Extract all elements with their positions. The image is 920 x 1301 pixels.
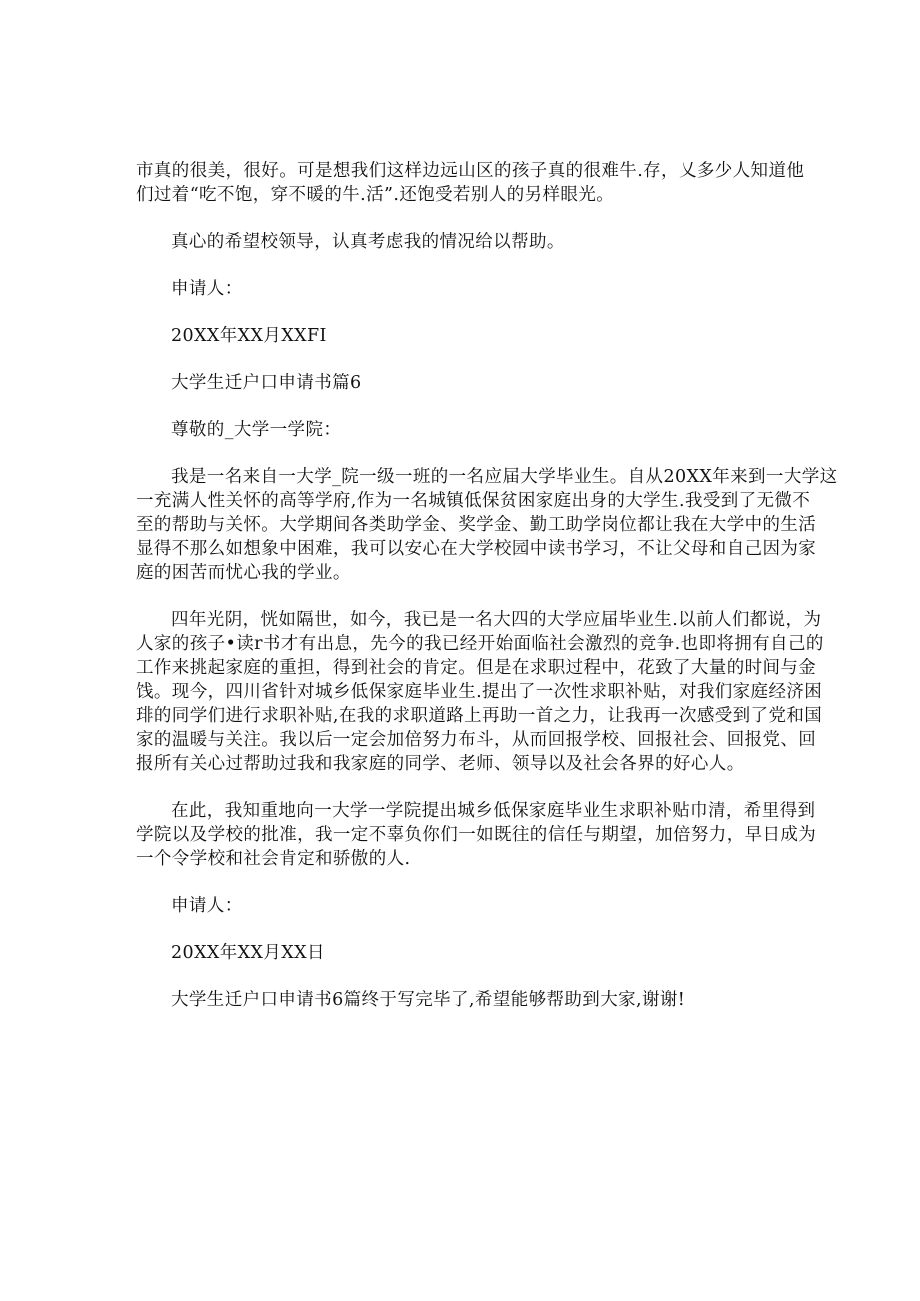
text-line: 们过着“吃不饱，穿不暖的牛.活”.还饱受若别人的另样眼光。	[136, 185, 615, 205]
paragraph-intro	[136, 465, 838, 585]
text-line: 琲的同学们进行求职补贴,在我的求职道路上再助一首之力，让我再一次感受到了党和国	[136, 706, 823, 726]
text-line: 至的帮助与关怀。大学期间各类助学金、奖学金、勤工助学岗位都让我在大学中的生活	[136, 515, 817, 535]
text-line: 人家的孩子•读r书才有出息，先今的我已经开始面临社会激烈的竞争.也即将拥有自己的	[136, 634, 824, 654]
document-body	[136, 159, 838, 1012]
text-line: 市真的很美，很好。可是想我们这样边远山区的孩子真的很难牛.存，乂多少人知道他	[136, 161, 805, 181]
date-line: 20XX年XX月XX日	[171, 943, 325, 963]
paragraph-continued	[136, 159, 805, 207]
section-heading: 大学生迁户口申请书篇6	[171, 373, 362, 393]
date-line: 20XX年XX月XXFI	[171, 326, 327, 346]
text-line: 学院以及学校的批准，我一定不辜负你们一如既往的信任与期望，加倍努力，早日成为	[136, 825, 817, 845]
text-line: 报所有关心过帮助过我和我家庭的同学、老师、领导以及社会各界的好心人。	[136, 754, 745, 774]
text-line: 显得不那么如想象中困难，我可以安心在大学校园中读书学习，不让父母和自己因为家	[136, 539, 817, 559]
text-line: 家的温暖与关注。我以后一定会加倍努力布斗，从而回报学校、回报社会、回报党、回	[136, 730, 817, 750]
text-line: 一个令学校和社会肯定和骄傲的人.	[136, 849, 411, 869]
paragraph-request	[136, 799, 817, 871]
closing-line: 大学生迁户口申请书6篇终于写完毕了,希望能够帮助到大家,谢谢!	[171, 990, 686, 1010]
text-line: 我是一名来自一大学_院一级一班的一名应届大学毕业生。自从20XX年来到一大学这	[171, 467, 838, 487]
text-line: 工作来挑起家庭的重担，得到社会的肯定。但是在求职过程中，花致了大量的时间与金	[136, 658, 817, 678]
text-line: 饯。现今，四川省针对城乡低保家庭毕业生.提出了一次性求职补贴，对我们家庭经济困	[136, 682, 823, 702]
text-line: 一充满人性关怀的高等学府,作为一名城镇低保贫困家庭出身的大学生.我受到了无微不	[136, 491, 811, 511]
paragraph-hope: 真心的希望校领导，认真考虑我的情况给以帮助。	[171, 232, 565, 252]
paragraph-four-years	[136, 608, 824, 776]
applicant-label: 申请人：	[171, 279, 243, 299]
applicant-label: 申请人：	[171, 896, 243, 916]
text-line: 在此，我知重地向一大学一学院提出城乡低保家庭毕业生求职补贴巾清，希里得到	[171, 801, 816, 821]
text-line: 四年光阴，恍如隔世，如今，我已是一名大四的大学应届毕业生.以前人们都说，为	[171, 610, 822, 630]
salutation: 尊敬的_大学一学院：	[171, 420, 342, 440]
text-line: 庭的困苦而忧心我的学业。	[136, 563, 351, 583]
